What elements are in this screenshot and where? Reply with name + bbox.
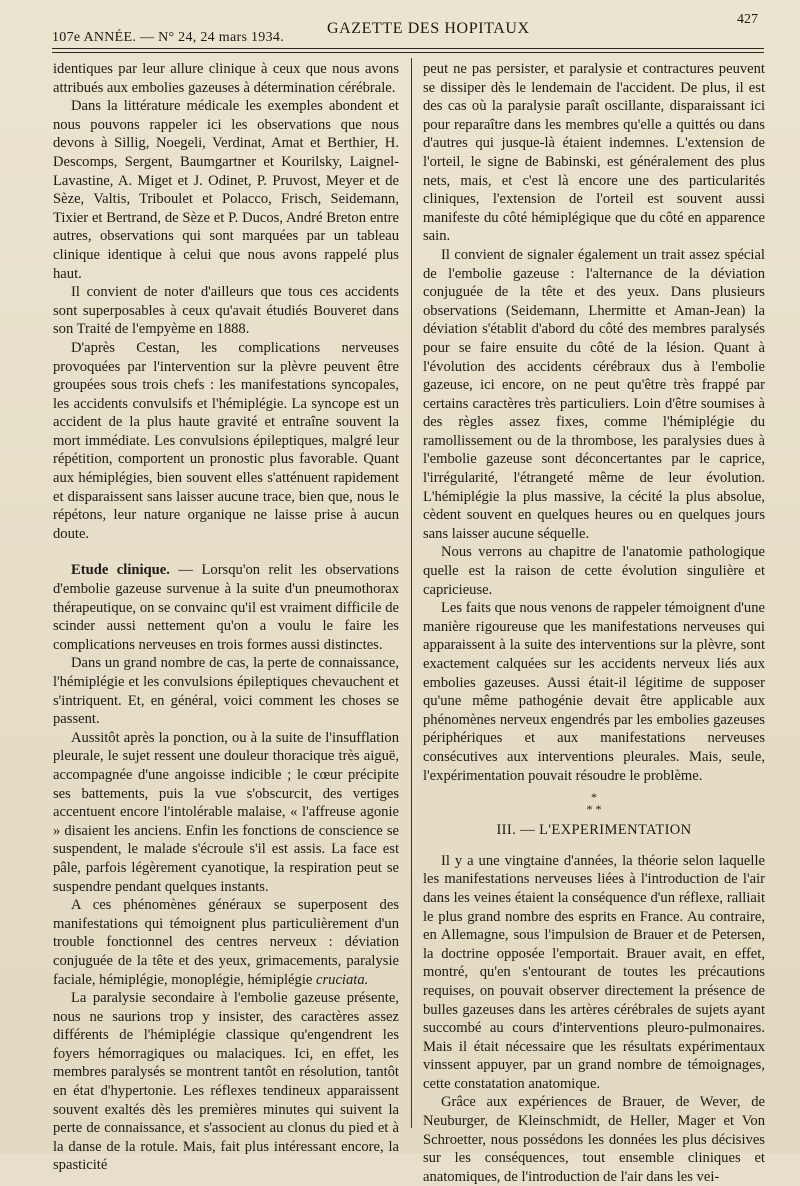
paragraph: identiques par leur allure clinique à ceux que nous avons attribués aux embolies gazeuses à détermination cérébrale. (53, 61, 399, 96)
header-rule-bottom (52, 52, 764, 53)
page-header (52, 12, 764, 48)
issue-line: 107e ANNÉE. — N° 24, 24 mars 1934. (52, 30, 284, 45)
paragraph: Il convient de noter d'ailleurs que tous ces accidents sont superposables à ceux qu'avait étudiés Bouveret dans son Traité de l'empyème en 1888. (53, 284, 399, 338)
paragraph: Dans un grand nombre de cas, la perte de connaissance, l'hémiplégie et les convulsions épileptiques chevauchent et s'intriquent. Et, en général, voici comment les choses se passent. (53, 655, 399, 728)
paragraph: peut ne pas persister, et paralysie et contractures peuvent se dissiper dès le lendemain de l'accident. De plus, il est des cas où la paralysie paraît oscillante, disparaissant ici pour reparaître dans les membres qu'elle a quittés ou dans d'autres qui jusque-là étaient indemnes. L'extension de l'orteil, le signe de Babinski, est généralement des plus nets, mais, et c'est là encore une des particularités cliniques, l'extension de l'orteil est souvent aussi manifeste du côté hémiplégique que du côté en apparence sain. (423, 61, 765, 245)
paragraph: Nous verrons au chapitre de l'anatomie pathologique quelle est la raison de cette évolution singulière et capricieuse. (423, 544, 765, 598)
subsection-title: Etude clinique. (71, 562, 170, 579)
paragraph: D'après Cestan, les complications nerveuses provoquées par l'intervention sur la plèvre peuvent être groupées sous trois chefs : les manifestations syncopales, les accidents convulsifs et l'hémiplégie. La syncope est un accident de la plus haute gravité et entraîne souvent la mort immédiate. Les convulsions épileptiques, malgré leur répétition, comportent un pronostic plus favorable. Quant aux hémiplégies, bien souvent elles s'atténuent rapidement et disparaissent sans laisser aucune trace, bien que, nous le répétons, leur nature organique ne laisse prise à aucun doute. (53, 339, 399, 542)
right-column (423, 60, 765, 1186)
paragraph: La paralysie secondaire à l'embolie gazeuse présente, nous ne saurions trop y insister, des caractères assez différents de l'hémiplégie classique qu'engendrent les foyers hémorragiques ou malaciques. Ici, en effet, les membres paralysés se montrent tantôt en résolution, tantôt en état d'hypertonie. Les réflexes tendineux apparaissent souvent exaltés dès les premières minutes qui suivent la perte de connaissance, et s'associent au clonus du pied et à la danse de la rotule. Mais, fait plus intéressant encore, la spasticité (53, 990, 399, 1174)
italic-term: cruciata. (316, 971, 369, 988)
paragraph: Il convient de signaler également un trait assez spécial de l'embolie gazeuse : l'alternance de la déviation conjuguée de la tête et des yeux. Dans plusieurs observations (Seidemann, Lhermitte et Aman-Jean) la déviation s'établit d'abord du côté des membres paralysés pour se faire ensuite du côté de la lésion. Quant à l'évolution des accidents cérébraux dus à l'embolie gazeuse, ici encore, on ne peut qu'être très frappé par certains caractères très particuliers. Loin d'être soumises à des règles assez fixes, comme l'hémiplégie du ramollissement ou de la thrombose, les paralysies dues à l'embolie gazeuse sont déconcertantes par le caprice, l'irrégularité, l'étrangeté même de leur évolution. L'hémiplégie la plus massive, la cécité la plus absolue, cèdent souvent en quelques heures ou en quelques jours sans laisser aucune séquelle. (423, 246, 765, 542)
paragraph-text: A ces phénomènes généraux se superposent des manifestations qui témoignent plus particulièrement d'un trouble fonctionnel des centres nerveux : déviation conjuguée de la tête et des yeux, grimacements, paralysie faciale, hémiplégie, monoplégie, hémiplégie (53, 897, 399, 988)
header-rule-top (52, 48, 764, 49)
paragraph-clinical-study (53, 561, 399, 654)
paragraph-text: — Lorsqu'on relit les observations d'embolie gazeuse survenue à la suite d'un pneumothorax thérapeutique, on se convainc qu'il est vraiment difficile de scinder aussi nettement qu'on a voulu le faire les complications nerveuses en trois formes aussi distinctes. (53, 562, 399, 653)
left-column (53, 60, 399, 1175)
page-number: 427 (737, 12, 758, 27)
section-title: III. — L'EXPERIMENTATION (496, 822, 692, 839)
paragraph: Grâce aux expériences de Brauer, de Wever, de Neuburger, de Kleinschmidt, de Heller, Mager et Von Schroetter, nous possédons les données les plus décisives sur les conséquences, tout ensemble cliniques et anatomiques, de l'introduction de l'air dans les vei- (423, 1094, 765, 1185)
section-separator-stars: * * * (586, 790, 602, 817)
paragraph (53, 896, 399, 989)
paragraph: Dans la littérature médicale les exemples abondent et nous pouvons rappeler ici les observations que nous devons à Sillig, Noegeli, Verdinat, Amat et Berthier, H. Descomps, Sergent, Baumgartner et Kourilsky, Laignel-Lavastine, A. Miget et J. Odinet, P. Pruvost, Meyer et de Sèze, Valtis, Triboulet et Polacco, Frisch, Seidemann, Tixier et Bertrand, de Sèze et P. Ducos, André Breton entre autres, observations qui sont marquées par un tableau clinique identique à celui que nous avons rappelé plus haut. (53, 98, 399, 282)
paragraph: Aussitôt après la ponction, ou à la suite de l'insufflation pleurale, le sujet ressent une douleur thoracique très aiguë, accompagnée d'une angoisse indicible ; le cœur précipite ses battements, puis la vue s'obscurcit, des vertiges accentuent encore l'intolérable malaise, « l'affreuse agonie » disaient les anciens. Enfin les fonctions de conscience se suspendent, le malade s'écroule s'il est assis. La face est pâle, parfois légèrement cyanotique, la respiration peut se suspendre pendant quelques instants. (53, 729, 399, 895)
journal-title: GAZETTE DES HOPITAUX (327, 20, 530, 37)
column-divider (411, 58, 412, 1128)
paragraph: Il y a une vingtaine d'années, la théorie selon laquelle les manifestations nerveuses liées à l'introduction de l'air dans les veines étaient la conséquence d'un réflexe, ralliait le plus grand nombre des esprits en France. Au contraire, en Allemagne, sous l'impulsion de Brauer et de Petersen, la doctrine opposée l'emportait. Brauer avait, en effet, montré, qu'en s'entourant de toutes les précautions requises, on pouvait observer directement la présence de bulles gazeuses dans les artères cérébrales de sujets ayant succombé au cours d'interventions pleuro-pulmonaires. Mais il était nécessaire que les résultats expérimentaux vinssent appuyer, par un grand nombre de témoignages, cette constatation anatomique. (423, 852, 765, 1092)
paragraph: Les faits que nous venons de rappeler témoignent d'une manière rigoureuse que les manifestations nerveuses qui apparaissent à la suite des interventions sur la plèvre, sont exactement calquées sur les accidents nerveux liés aux embolies gazeuses. Aussi était-il légitime de supposer qu'une même pathogénie devait être applicable aux phénomènes nerveux engendrés par les embolies gazeuses périphériques et aux manifestations nerveuses consécutives aux interventions pleurales. Mais, seule, l'expérimentation pouvait résoudre le problème. (423, 600, 765, 784)
